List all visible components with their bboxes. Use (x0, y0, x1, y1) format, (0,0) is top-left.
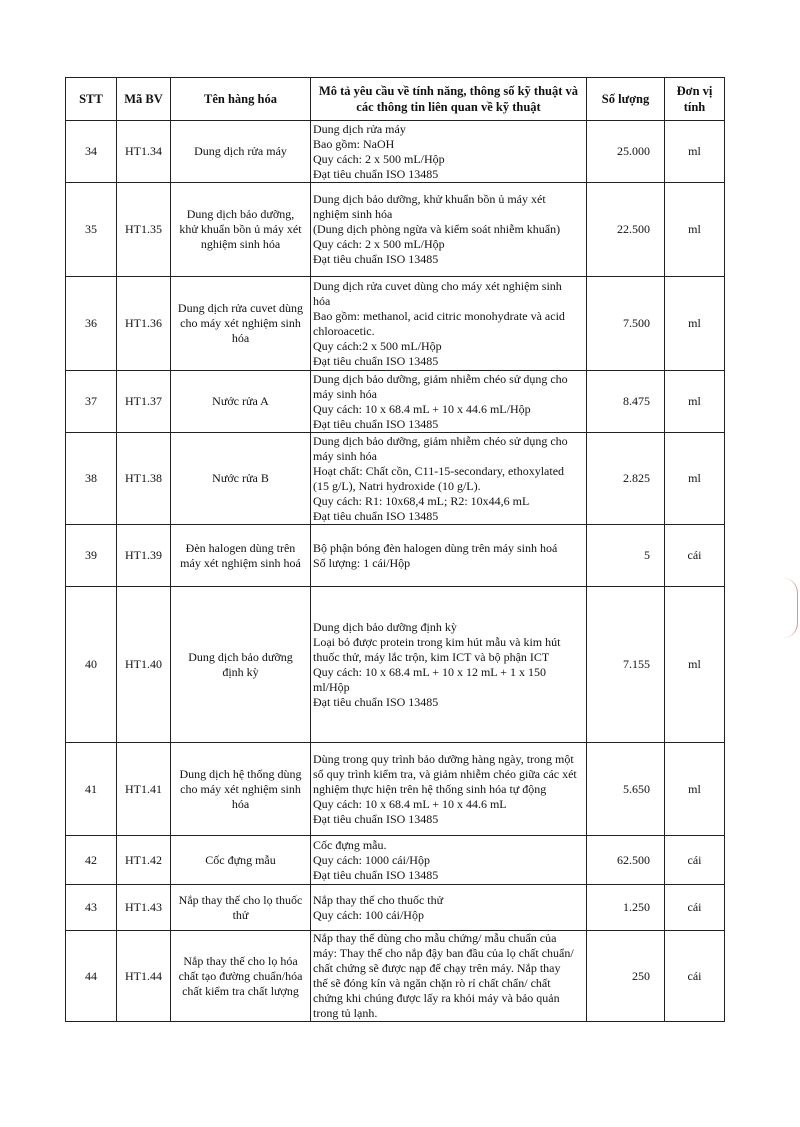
row-description (311, 121, 587, 183)
table-row (66, 931, 725, 1022)
header-description (311, 78, 587, 121)
row-unit: cái (665, 836, 725, 885)
row-description (311, 743, 587, 836)
description-line: máy sinh hóa (313, 448, 377, 463)
row-quantity: 250 (587, 931, 665, 1022)
row-code: HT1.40 (117, 587, 171, 743)
row-stt: 35 (66, 183, 117, 277)
row-stt: 38 (66, 433, 117, 525)
row-name: Dung dịch bảo dưỡng, khử khuẩn bồn ủ máy xét nghiệm sinh hóa (171, 183, 311, 277)
row-quantity: 7.155 (587, 587, 665, 743)
header-quantity: Số lượng (587, 78, 665, 121)
row-description (311, 587, 587, 743)
header-description-line1: Mô tả yêu cầu về tính năng, thông số kỹ thuật và (318, 84, 579, 98)
table-row (66, 277, 725, 371)
row-code: HT1.44 (117, 931, 171, 1022)
description-line: (Dung dịch phòng ngừa và kiểm soát nhiễm khuẩn) (313, 222, 561, 236)
description-line: Quy cách: 100 cái/Hộp (313, 907, 424, 922)
description-line: thế sẽ đóng kín và ngăn chặn rò rỉ chất chẩn/ chất (313, 976, 551, 990)
description-line: Dung dịch bảo dưỡng, giảm nhiễm chéo sử dụng cho (313, 371, 568, 386)
header-unit-line2: tính (683, 100, 706, 114)
header-unit-line1: Đơn vị (676, 84, 713, 98)
header-stt: STT (66, 78, 117, 121)
row-description (311, 836, 587, 885)
description-line: trong tủ lạnh. (313, 1006, 378, 1020)
row-name: Nắp thay thế cho lọ thuốc thử (171, 885, 311, 931)
row-code: HT1.39 (117, 525, 171, 587)
row-quantity: 62.500 (587, 836, 665, 885)
description-line: Đạt tiêu chuẩn ISO 13485 (313, 694, 439, 709)
row-quantity: 5.650 (587, 743, 665, 836)
row-name: Nước rửa A (171, 371, 311, 433)
row-name: Nắp thay thế cho lọ hóa chất tạo đường chuẩn/hóa chất kiểm tra chất lượng (171, 931, 311, 1022)
row-stt: 37 (66, 371, 117, 433)
description-line: Bao gồm: NaOH (313, 136, 395, 151)
description-line: Loại bỏ được protein trong kim hút mẫu và kim hút (313, 634, 561, 649)
row-stt: 39 (66, 525, 117, 587)
description-line: Nắp thay thế cho thuốc thử (313, 892, 444, 907)
description-line: Dung dịch bảo dưỡng, giảm nhiễm chéo sử dụng cho (313, 433, 568, 448)
description-line: Quy cách: 2 x 500 mL/Hộp (313, 151, 445, 166)
row-code: HT1.35 (117, 183, 171, 277)
description-line: Hoạt chất: Chất cồn, C11-15-secondary, ethoxylated (313, 463, 565, 478)
row-description (311, 183, 587, 277)
row-stt: 43 (66, 885, 117, 931)
row-description (311, 525, 587, 587)
description-line: Đạt tiêu chuẩn ISO 13485 (313, 166, 439, 181)
red-stamp-edge (783, 578, 798, 638)
description-line: Quy cách: 10 x 68.4 mL + 10 x 44.6 mL (313, 796, 507, 811)
row-name: Đèn halogen dùng trên máy xét nghiệm sinh hoá (171, 525, 311, 587)
row-unit: ml (665, 371, 725, 433)
row-name: Dung dịch hệ thống dùng cho máy xét nghiệm sinh hóa (171, 743, 311, 836)
description-line: nghiệm sinh hóa (313, 207, 393, 221)
row-stt: 36 (66, 277, 117, 371)
row-code: HT1.34 (117, 121, 171, 183)
description-line: ml/Hộp (313, 679, 350, 694)
description-line: Dùng trong quy trình bảo dưỡng hàng ngày, trong một (313, 751, 574, 766)
row-code: HT1.41 (117, 743, 171, 836)
description-line: thuốc thử, máy lắc trộn, kim ICT và bộ phận ICT (313, 649, 550, 664)
header-name: Tên hàng hóa (171, 78, 311, 121)
description-line: Quy cách: R1: 10x68,4 mL; R2: 10x44,6 mL (313, 493, 530, 508)
row-unit: ml (665, 121, 725, 183)
row-name: Nước rửa B (171, 433, 311, 525)
description-line: Quy cách: 10 x 68.4 mL + 10 x 12 mL + 1 x 150 (313, 664, 546, 679)
description-line: chứng khi chúng được lấy ra khỏi máy và bảo quản (313, 991, 560, 1005)
row-stt: 42 (66, 836, 117, 885)
description-line: Quy cách: 10 x 68.4 mL + 10 x 44.6 mL/Hộp (313, 401, 531, 416)
row-quantity: 1.250 (587, 885, 665, 931)
row-description (311, 433, 587, 525)
row-stt: 41 (66, 743, 117, 836)
table-header-row (66, 78, 725, 121)
row-name: Dung dịch rửa máy (171, 121, 311, 183)
description-line: Dung dịch bảo dưỡng định kỳ (313, 619, 457, 634)
row-name: Dung dịch rửa cuvet dùng cho máy xét nghiệm sinh hóa (171, 277, 311, 371)
description-line: hóa (313, 293, 331, 308)
description-line: Bao gồm: methanol, acid citric monohydrate và acid (313, 308, 565, 323)
table-row (66, 587, 725, 743)
table-row (66, 121, 725, 183)
row-description (311, 371, 587, 433)
description-line: Đạt tiêu chuẩn ISO 13485 (313, 508, 439, 523)
description-line: Dung dịch rửa cuvet dùng cho máy xét nghiệm sinh (313, 278, 562, 293)
table-body (66, 121, 725, 1022)
table-row (66, 525, 725, 587)
header-description-line2: các thông tin liên quan về kỹ thuật (356, 100, 541, 114)
description-line: số quy trình kiểm tra, và giảm nhiễm chéo giữa các xét (313, 766, 577, 781)
row-stt: 44 (66, 931, 117, 1022)
description-line: Quy cách: 1000 cái/Hộp (313, 852, 430, 867)
table-row (66, 433, 725, 525)
row-code: HT1.42 (117, 836, 171, 885)
row-unit: ml (665, 433, 725, 525)
row-unit: ml (665, 587, 725, 743)
row-code: HT1.43 (117, 885, 171, 931)
description-line: nghiệm thực hiện trên hệ thống sinh hóa tự động (313, 781, 547, 796)
row-quantity: 25.000 (587, 121, 665, 183)
description-line: Dung dịch rửa máy (313, 121, 406, 136)
table-row (66, 371, 725, 433)
row-stt: 40 (66, 587, 117, 743)
row-quantity: 22.500 (587, 183, 665, 277)
row-unit: ml (665, 183, 725, 277)
description-line: Đạt tiêu chuẩn ISO 13485 (313, 416, 439, 431)
description-line: Nắp thay thế dùng cho mẫu chứng/ mẫu chuẩn của (313, 931, 557, 945)
specification-table (65, 77, 725, 1022)
row-quantity: 8.475 (587, 371, 665, 433)
description-line: Quy cách: 2 x 500 mL/Hộp (313, 237, 445, 251)
row-description (311, 885, 587, 931)
description-line: máy: Thay thế cho nắp đậy ban đầu của lọ chất chuẩn/ (313, 946, 574, 960)
description-line: Dung dịch bảo dưỡng, khử khuẩn bồn ủ máy xét (313, 192, 546, 206)
row-quantity: 7.500 (587, 277, 665, 371)
row-unit: ml (665, 277, 725, 371)
row-stt: 34 (66, 121, 117, 183)
table-row (66, 885, 725, 931)
description-line: Cốc đựng mẫu. (313, 837, 387, 852)
row-code: HT1.36 (117, 277, 171, 371)
description-line: Đạt tiêu chuẩn ISO 13485 (313, 811, 439, 826)
header-unit (665, 78, 725, 121)
description-line: máy sinh hóa (313, 386, 377, 401)
header-code: Mã BV (117, 78, 171, 121)
description-line: Đạt tiêu chuẩn ISO 13485 (313, 353, 439, 368)
description-line: Đạt tiêu chuẩn ISO 13485 (313, 867, 439, 882)
description-line: Bộ phận bóng đèn halogen dùng trên máy sinh hoá (313, 540, 558, 555)
row-unit: cái (665, 885, 725, 931)
row-quantity: 5 (587, 525, 665, 587)
row-name: Cốc đựng mẫu (171, 836, 311, 885)
table-row (66, 836, 725, 885)
row-code: HT1.37 (117, 371, 171, 433)
description-line: (15 g/L), Natri hydroxide (10 g/L). (313, 478, 481, 493)
description-line: Đạt tiêu chuẩn ISO 13485 (313, 252, 439, 266)
description-line: chất chứng sẽ được nạp để chạy trên máy. Nắp thay (313, 961, 561, 975)
row-unit: cái (665, 931, 725, 1022)
description-line: Quy cách:2 x 500 mL/Hộp (313, 338, 442, 353)
row-description (311, 277, 587, 371)
row-description (311, 931, 587, 1022)
row-name: Dung dịch bảo dưỡng định kỳ (171, 587, 311, 743)
table-row (66, 743, 725, 836)
table-row (66, 183, 725, 277)
description-line: Số lượng: 1 cái/Hộp (313, 555, 411, 570)
row-unit: ml (665, 743, 725, 836)
row-unit: cái (665, 525, 725, 587)
description-line: chloroacetic. (313, 323, 375, 338)
row-code: HT1.38 (117, 433, 171, 525)
row-quantity: 2.825 (587, 433, 665, 525)
